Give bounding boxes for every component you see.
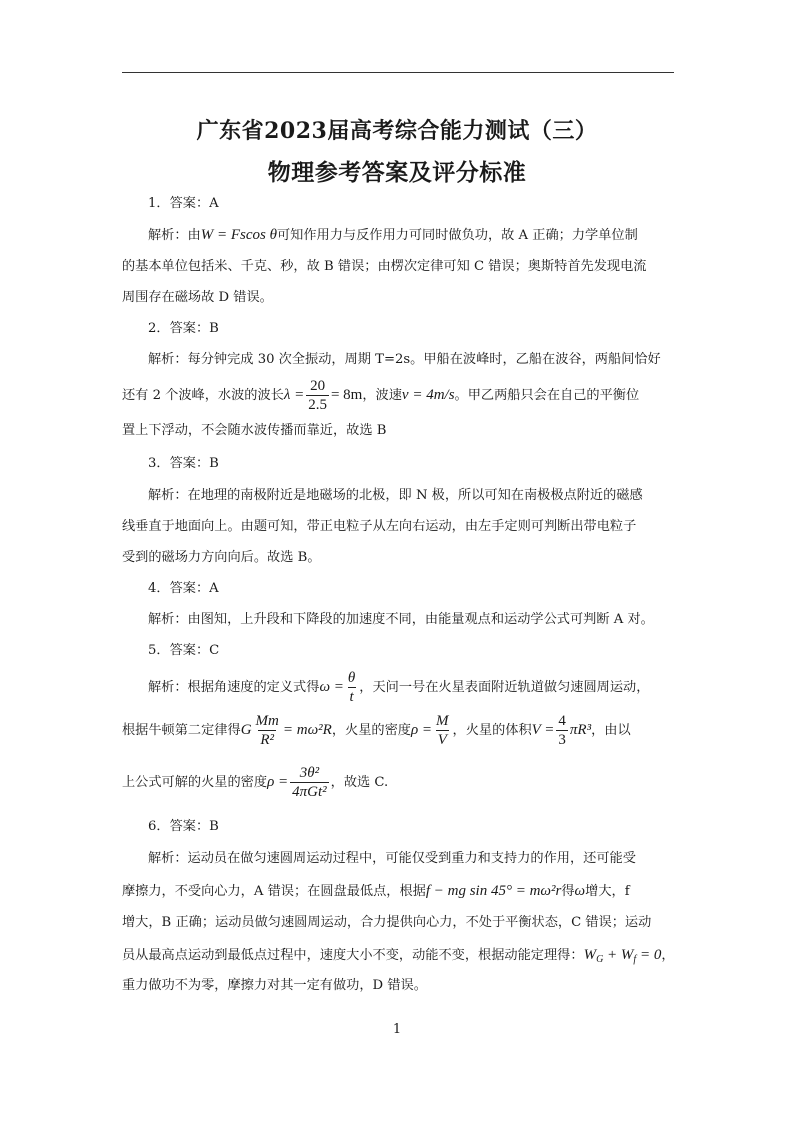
q6-answer: 6．答案：B	[148, 819, 219, 834]
q2-text: 。甲乙两船只会在自己的平衡位	[454, 388, 640, 403]
q5-line-3	[122, 762, 678, 803]
q5-text: ，火星的密度	[331, 723, 411, 738]
wavelength-fraction	[306, 377, 329, 414]
fraction-denominator: R²	[260, 732, 275, 748]
q5-text: ，火星的体积	[452, 723, 532, 738]
page-number: 1	[392, 1022, 402, 1037]
omega-symbol: ω =	[319, 679, 344, 695]
document-title: 广东省2023届高考综合能力测试（三）	[196, 118, 598, 144]
q6-text: 得	[561, 884, 575, 899]
q1-text: 可知作用力与反作用力可同时做负功，故 A 正确；力学单位制	[276, 228, 638, 243]
q2-line-3: 置上下浮动，不会随水波传播而靠近，故选 B	[122, 423, 387, 438]
omega-symbol: ω	[574, 883, 586, 899]
fraction-denominator: V	[437, 732, 447, 748]
fraction-numerator: M	[436, 713, 449, 729]
q6-line-2	[122, 882, 678, 901]
q6-text: 增大，f	[585, 884, 630, 899]
energy-equation: $W_G + W_f = 0$	[583, 947, 662, 965]
q1-line-3: 周围存在磁场故 D 错误。	[122, 290, 273, 305]
gravity-constant: G	[240, 722, 252, 738]
newton-rhs: = mω²R	[282, 722, 332, 738]
friction-equation: f − mg sin 45° = mω²r	[425, 883, 562, 899]
q6-line-3: 增大，B 正确；运动员做匀速圆周运动，合力提供向心力，不处于平衡状态，C 错误；运动	[122, 915, 652, 930]
density-result-fraction	[290, 764, 329, 801]
header-rule	[122, 72, 674, 73]
q5-answer: 5．答案：C	[148, 643, 220, 658]
q5-line-2	[122, 712, 678, 749]
wave-speed-formula: v = 4m/s	[401, 387, 455, 403]
newton-fraction	[254, 712, 281, 749]
q6-line-4	[122, 946, 678, 965]
wavelength-value: = 8m	[330, 387, 363, 403]
q3-line-1: 解析：在地理的南极附近是地磁场的北极，即 N 极，所以可知在南极极点附近的磁感	[148, 488, 643, 503]
fraction-denominator: 3	[558, 732, 566, 748]
density-symbol: ρ =	[410, 722, 433, 738]
volume-symbol: V =	[531, 722, 555, 738]
q5-text: ，由以	[591, 723, 631, 738]
work-formula: W = Fscos θ	[200, 227, 277, 243]
fraction-denominator: t	[349, 689, 354, 705]
q2-text: 还有 2 个波峰，水波的波长	[122, 388, 284, 403]
volume-fraction	[556, 712, 568, 749]
q4-answer: 4．答案：A	[148, 581, 219, 596]
volume-rhs: πR³	[569, 722, 592, 738]
omega-fraction	[346, 669, 357, 706]
q6-line-1: 解析：运动员在做匀速圆周运动过程中，可能仅受到重力和支持力的作用，还可能受	[148, 851, 636, 866]
q3-answer: 3．答案：B	[148, 456, 219, 471]
fraction-numerator: 4	[558, 713, 566, 729]
q5-line-1	[148, 669, 678, 706]
q6-text: 员从最高点运动到最低点过程中，速度大小不变，动能不变，根据动能定理得：	[122, 948, 584, 963]
document-subtitle: 物理参考答案及评分标准	[267, 159, 527, 186]
q3-line-3: 受到的磁场力方向向后。故选 B。	[122, 550, 321, 565]
q5-text: ，故选 C.	[330, 775, 389, 790]
fraction-numerator: θ	[347, 670, 356, 686]
fraction-denominator: 4πGt²	[292, 784, 327, 800]
q5-text: 根据牛顿第二定律得	[122, 723, 241, 738]
fraction-numerator: 3θ²	[299, 765, 320, 781]
q2-text: ，波速	[362, 388, 402, 403]
q1-text: 解析：由	[148, 228, 201, 243]
q5-text: 解析：根据角速度的定义式得	[148, 680, 320, 695]
fraction-numerator: Mm	[255, 713, 279, 729]
fraction-numerator: 20	[310, 378, 326, 394]
fraction-denominator: 2.5	[308, 397, 327, 413]
q6-text: 摩擦力，不受向心力，A 错误；在圆盘最低点，根据	[122, 884, 426, 899]
q1-line-2: 的基本单位包括米、千克、秒，故 B 错误；由楞次定律可知 C 错误；奥斯特首先发现电流	[122, 259, 647, 274]
q5-text: ，天问一号在火星表面附近轨道做匀速圆周运动，	[359, 680, 650, 695]
wavelength-symbol: λ =	[283, 387, 305, 403]
density-result-symbol: ρ =	[267, 774, 289, 790]
q6-line-5: 重力做功不为零，摩擦力对其一定有做功，D 错误。	[122, 978, 427, 993]
q2-line-2	[122, 377, 678, 414]
density-fraction	[434, 712, 451, 749]
q1-line-1	[148, 226, 678, 245]
q6-text: ，	[661, 948, 675, 963]
q2-answer: 2．答案：B	[148, 321, 219, 336]
q2-line-1: 解析：每分钟完成 30 次全振动，周期 T=2s。甲船在波峰时，乙船在波谷，两船间恰好	[148, 352, 661, 367]
q3-line-2: 线垂直于地面向上。由题可知，带正电粒子从左向右运动，由左手定则可判断出带电粒子	[122, 519, 637, 534]
q4-line-1: 解析：由图知，上升段和下降段的加速度不同，由能量观点和运动学公式可判断 A 对。	[148, 612, 654, 627]
q5-text: 上公式可解的火星的密度	[122, 775, 268, 790]
q1-answer: 1．答案：A	[148, 196, 219, 211]
